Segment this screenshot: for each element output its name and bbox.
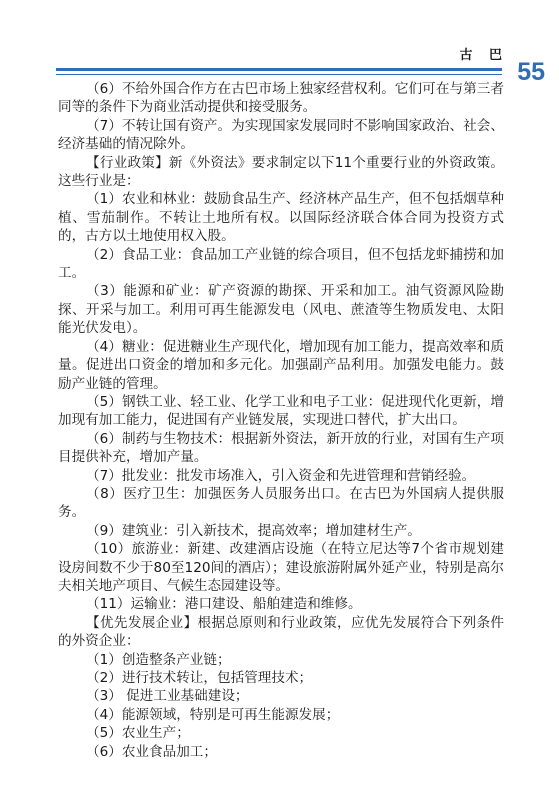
paragraph: （2）食品工业：食品加工产业链的综合项目，但不包括龙虾捕捞和加工。	[58, 246, 504, 282]
paragraph: （8）医疗卫生：加强医务人员服务出口。在古巴为外国病人提供服务。	[58, 485, 504, 521]
paragraph: 【行业政策】新《外资法》要求制定以下11个重要行业的外资政策。这些行业是：	[58, 154, 504, 190]
body-text	[58, 80, 504, 761]
running-header-country: 古 巴	[459, 48, 508, 63]
paragraph: （9）建筑业：引入新技术，提高效率；增加建材生产。	[86, 522, 421, 539]
list-item: （1）创造整条产业链；	[86, 651, 231, 668]
list-item: （6）农业食品加工；	[86, 743, 217, 760]
paragraph: （6）制药与生物技术：根据新外资法，新开放的行业，对国有生产项目提供补充，增加产量。	[58, 430, 504, 466]
header-rule-thick	[56, 68, 502, 71]
list-item: （2）进行技术转让，包括管理技术；	[86, 670, 313, 686]
paragraph: （1）农业和林业：鼓励食品生产、经济林产品生产，但不包括烟草种植、雪茄制作。不转让土地所有权。以国际经济联合体合同为投资方式的，古方以土地使用权入股。	[58, 191, 504, 245]
list-item: （5）农业生产；	[86, 725, 190, 742]
paragraph: （3）能源和矿业：矿产资源的勘探、开采和加工。油气资源风险勘探、开采与加工。利用可再生能源发电（风电、蔗渣等生物质发电、太阳能光伏发电）。	[58, 283, 504, 337]
paragraph: （4）糖业：促进糖业生产现代化，增加现有加工能力，提高效率和质量。促进出口资金的增加和多元化。加强副产品利用。加强发电能力。鼓励产业链的管理。	[58, 338, 504, 392]
list-item: （3） 促进工业基础建设；	[86, 688, 249, 705]
list-item: （4）能源领域，特别是可再生能源发展；	[86, 706, 340, 723]
paragraph: （7）批发业：批发市场准入，引入资金和先进管理和营销经验。	[86, 467, 476, 484]
page-header	[0, 0, 559, 86]
paragraph: （10）旅游业：新建、改建酒店设施（在特立尼达等7个省市规划建设房间数不少于80至120间的酒店）；建设旅游附属外延产业，特别是高尔夫相关地产项目、气候生态园建设等。	[58, 541, 504, 594]
header-rule-thin	[56, 74, 502, 75]
paragraph: （7）不转让国有资产。为实现国家发展同时不影响国家政治、社会、经济基础的情况除外。	[58, 117, 504, 153]
paragraph: （6）不给外国合作方在古巴市场上独家经营权利。它们可在与第三者同等的条件下为商业活动提供和接受服务。	[58, 81, 504, 116]
page-number: 55	[517, 58, 545, 86]
paragraph: 【优先发展企业】根据总原则和行业政策，应优先发展符合下列条件的外资企业：	[58, 614, 504, 650]
paragraph: （11）运输业：港口建设、船舶建造和维修。	[86, 596, 362, 613]
paragraph: （5）钢铁工业、轻工业、化学工业和电子工业：促进现代化更新，增加现有加工能力，促进国有产业链发展，实现进口替代，扩大出口。	[58, 393, 504, 429]
